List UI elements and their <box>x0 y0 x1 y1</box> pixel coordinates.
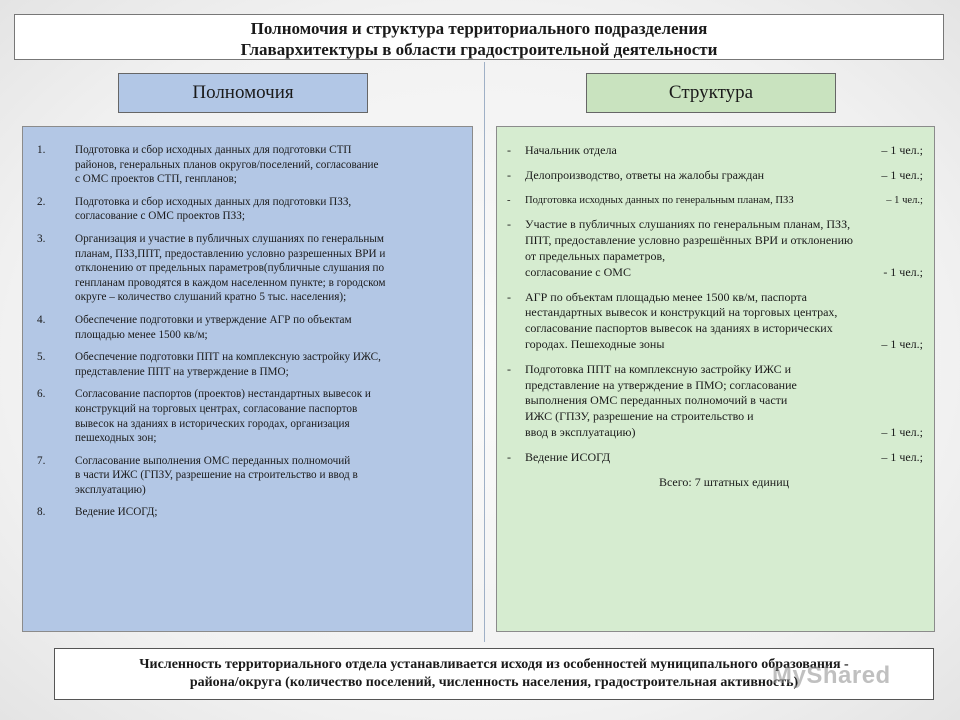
structure-item <box>507 193 923 209</box>
powers-item <box>37 143 461 187</box>
structure-item-body <box>525 217 923 280</box>
structure-item <box>507 217 923 280</box>
structure-item-dash: - <box>507 194 511 206</box>
powers-item-number: 2. <box>37 195 46 208</box>
structure-item-count: – 1 чел.; <box>881 167 923 182</box>
powers-item-text: Подготовка и сбор исходных данных для подготовки ПЗЗ, согласование с ОМС проектов ПЗЗ; <box>75 195 352 223</box>
structure-item-body <box>525 290 923 353</box>
powers-item-number: 8. <box>37 506 46 519</box>
powers-heading: Полномочия <box>118 73 368 113</box>
structure-item-body <box>525 168 923 184</box>
powers-item <box>37 350 461 379</box>
structure-item-count: – 1 чел.; <box>886 194 923 206</box>
powers-item-text: Согласование выполнения ОМС переданных полномочий в части ИЖС (ГПЗУ, разрешение на строительство и ввод в эксплуатацию) <box>75 454 358 496</box>
structure-item-text: Ведение ИСОГД <box>525 449 611 464</box>
structure-item-count: – 1 чел.; <box>881 424 923 439</box>
slide-title <box>14 14 944 60</box>
structure-item-dash: - <box>507 289 511 304</box>
powers-item <box>37 195 461 224</box>
title-line-2: Главархитектуры в области градостроительной деятельности <box>240 40 718 59</box>
structure-item-dash: - <box>507 167 511 182</box>
structure-item <box>507 450 923 466</box>
powers-item-number: 6. <box>37 388 46 401</box>
structure-item-dash: - <box>507 361 511 376</box>
structure-item-dash: - <box>507 449 511 464</box>
powers-item <box>37 387 461 445</box>
footer-line-2: района/округа (количество поселений, численность населения, градостроительная активность) <box>189 675 799 690</box>
structure-item-count: – 1 чел.; <box>881 143 923 157</box>
structure-item-text: Подготовка исходных данных по генеральным планам, ПЗЗ <box>525 194 794 206</box>
powers-item-number: 3. <box>37 232 46 245</box>
powers-item <box>37 454 461 498</box>
structure-item-count: - 1 чел.; <box>883 264 923 279</box>
watermark-logo: MyShared <box>772 662 891 689</box>
structure-item-body <box>525 143 923 159</box>
powers-item-text: Обеспечение подготовки и утверждение АГР по объектам площадью менее 1500 кв/м; <box>75 313 352 341</box>
structure-item-count: – 1 чел.; <box>881 449 923 464</box>
structure-item-text: Делопроизводство, ответы на жалобы граждан <box>525 167 765 182</box>
powers-item-number: 7. <box>37 454 46 467</box>
powers-item-text: Подготовка и сбор исходных данных для подготовки СТП районов, генеральных планов округов/поселений, согласование с ОМС проектов СТП, генпланов; <box>75 144 379 186</box>
powers-list <box>37 143 461 528</box>
structure-total: Всего: 7 штатных единиц <box>658 474 790 489</box>
footer-line-1: Численность территориального отдела устанавливается исходя из особенностей муниципального образования - <box>139 657 849 672</box>
structure-heading: Структура <box>586 73 836 113</box>
powers-item <box>37 505 461 520</box>
structure-panel <box>496 126 935 632</box>
powers-item-number: 5. <box>37 351 46 364</box>
structure-item-body <box>525 362 923 441</box>
powers-item-text: Ведение ИСОГД; <box>75 506 158 519</box>
structure-item <box>507 290 923 353</box>
powers-item-text: Согласование паспортов (проектов) нестандартных вывесок и конструкций на торговых центрах, согласование паспортов вывесок на зданиях в исторических городах, организация пешеходных зон; <box>75 388 371 445</box>
powers-item <box>37 232 461 305</box>
powers-item <box>37 313 461 342</box>
structure-item <box>507 362 923 441</box>
structure-item-text: АГР по объектам площадью менее 1500 кв/м, паспорта нестандартных вывесок и конструкций на торговых центрах, согласование паспортов вывесок на зданиях в исторических городах. Пешеходные зоны <box>525 289 838 351</box>
structure-item-body <box>525 450 923 466</box>
structure-item-count: – 1 чел.; <box>881 336 923 351</box>
center-divider <box>484 62 485 642</box>
powers-item-text: Обеспечение подготовки ППТ на комплексную застройку ИЖС, представление ППТ на утверждение в ПМО; <box>75 351 381 378</box>
structure-list <box>507 143 923 490</box>
structure-item-text: Участие в публичных слушаниях по генеральным планам, ПЗЗ, ППТ, предоставление условно разрешённых ВРИ и отклонению от предельных параметров, согласование с ОМС <box>525 217 853 279</box>
structure-item-text: Подготовка ППТ на комплексную застройку ИЖС и представление на утверждение в ПМО; согласование выполнения ОМС переданных полномочий в части ИЖС (ГПЗУ, разрешение на строительство и ввод в эксплуатацию) <box>525 361 797 439</box>
structure-item-dash: - <box>507 143 511 157</box>
structure-item-dash: - <box>507 217 511 232</box>
structure-item-body <box>525 193 923 209</box>
powers-item-number: 4. <box>37 313 46 326</box>
powers-item-number: 1. <box>37 144 46 156</box>
title-line-1: Полномочия и структура территориального подразделения <box>250 19 708 38</box>
powers-item-text: Организация и участие в публичных слушаниях по генеральным планам, ПЗЗ,ППТ, предоставлению условно разрешенных ВРИ и отклонению от предельных параметров(публичные слушания по генпланам проводятся в каждом населенном пункте; в городском округе – количество слушаний кратно 5 тыс. населения); <box>75 232 386 304</box>
powers-panel <box>22 126 473 632</box>
structure-item-text: Начальник отдела <box>525 143 617 157</box>
structure-item <box>507 143 923 159</box>
structure-item <box>507 168 923 184</box>
footer-note <box>54 648 934 700</box>
